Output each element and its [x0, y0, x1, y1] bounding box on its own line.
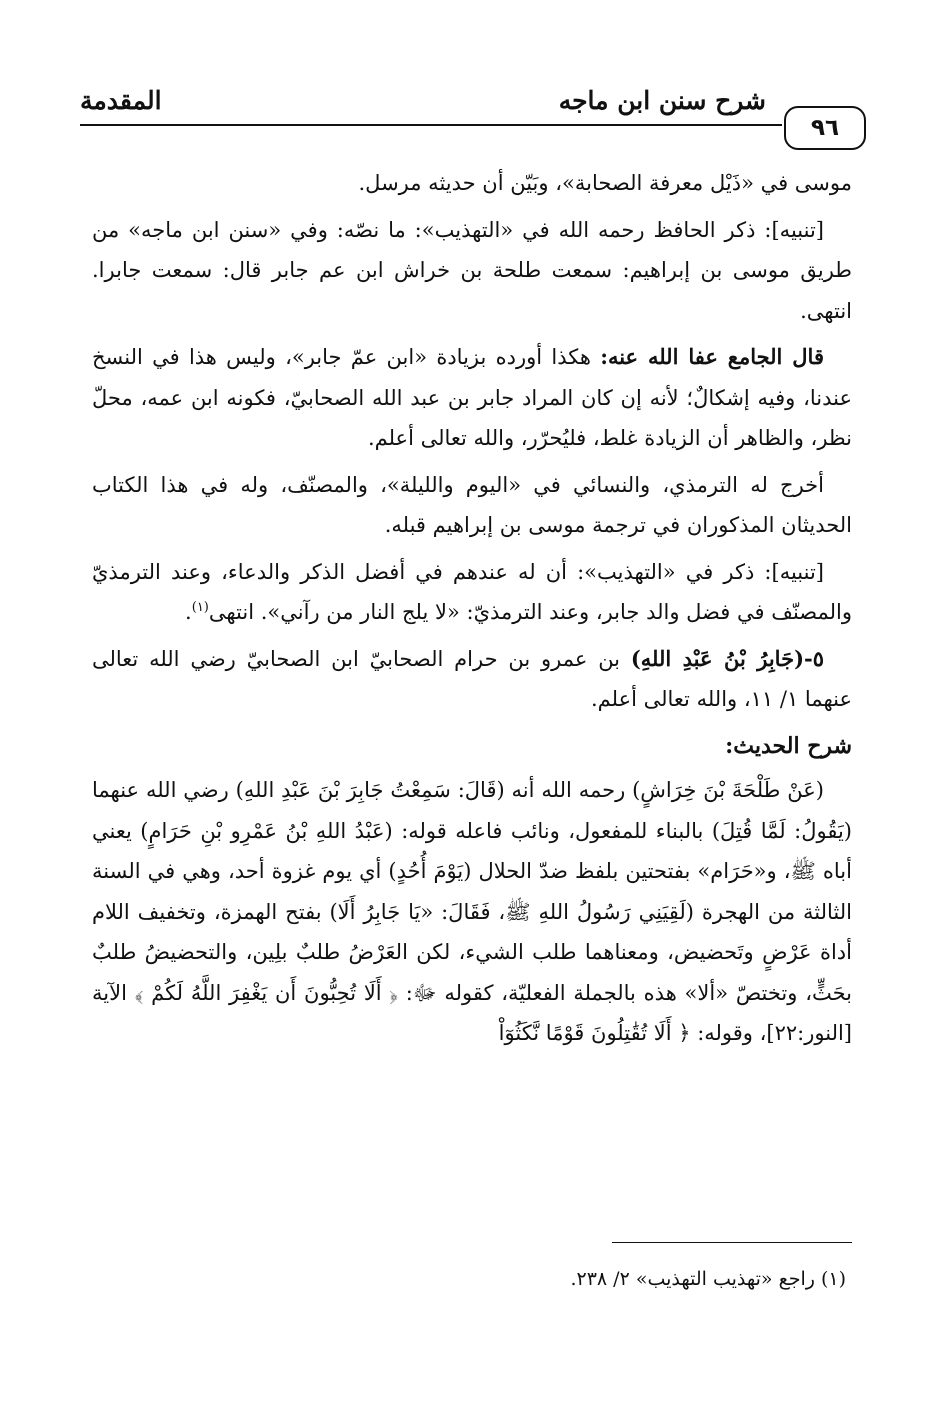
page-number: ٩٦: [784, 106, 866, 150]
footnote-ref[interactable]: (١): [191, 600, 209, 615]
footnote: (١) راجع «تهذيب التهذيب» ٢/ ٢٣٨.: [570, 1268, 846, 1290]
paragraph-jami-note: قال الجامع عفا الله عنه: هكذا أورده بزيادة «ابن عمّ جابر»، وليس هذا في النسخ عندنا، وفيه إشكالٌ؛ لأنه إن كان المراد جابر بن عبد الله الصحابيّ، فكونه ابن عمه، محلّ نظر، والظاهر أن الزيادة غلط، فليُحرّر، والله تعالى أعلم.: [92, 344, 852, 450]
paragraph: أخرج له الترمذي، والنسائي في «اليوم والليلة»، والمصنّف، وله في هذا الكتاب الحديثان المذكوران في ترجمة موسى بن إبراهيم قبله.: [92, 472, 852, 537]
sharh-heading: شرح الحديث:: [725, 732, 852, 759]
header-divider: [80, 124, 782, 126]
paragraph-sharh: (عَنْ طَلْحَةَ بْنَ خِرَاشٍ) رحمه الله أنه (قَالَ: سَمِعْتُ جَابِرَ بْنَ عَبْدِ اللهِ) رضي الله عنهما (يَقُولُ: لَمَّا قُتِلَ) بالبناء للمفعول، ونائب فاعله قوله: (عَبْدُ اللهِ بْنُ عَمْرِو بْنِ حَرَامٍ) يعني أباه ﷺ، و«حَرَام» بفتحتين بلفظ ضدّ الحلال (يَوْمَ أُحُدٍ) أي يوم غزوة أحد، وهي في السنة الثالثة من الهجرة (لَقِيَنِي رَسُولُ اللهِ ﷺ، فَقَالَ: «يَا جَابِرُ أَلَا) بفتح الهمزة، وتخفيف اللام أداة عَرْضٍ وتَحضيض، ومعناهما طلب الشيء، لكن العَرْضُ طلبٌ بلِين، والتحضيضُ طلبٌ بحَثٍّ، وتختصّ «ألا» هذه بالجملة الفعليّة، كقوله ﷻ: ﴿ أَلَا تُحِبُّونَ أَن يَغْفِرَ اللَّهُ لَكُمْ ﴾ الآية [النور:٢٢]، وقوله: ﴿ أَلَا تُقَٰتِلُونَ قَوْمًا نَّكَثُوٓاْ: [92, 778, 852, 1045]
paragraph-narrator: ٥-(جَابِرُ بْنُ عَبْدِ اللهِ) بن عمرو بن حرام الصحابيّ ابن الصحابيّ رضي الله تعالى عنهما ١/ ١١، والله تعالى أعلم.: [92, 645, 852, 711]
book-title: شرح سنن ابن ماجه: [558, 86, 766, 115]
paragraph: موسى في «ذَيْل معرفة الصحابة»، وبَيّن أن حديثه مرسل.: [358, 171, 852, 195]
footnote-divider: [612, 1242, 852, 1243]
page-header: [80, 74, 866, 154]
paragraph-lead: قال الجامع عفا الله عنه:: [600, 344, 824, 369]
main-text: [92, 163, 852, 1060]
section-title: المقدمة: [80, 86, 162, 115]
paragraph-tanbih: [تنبيه]: ذكر الحافظ رحمه الله في «التهذيب»: ما نصّه: وفي «سنن ابن ماجه» من طريق موسى بن إبراهيم: سمعت طلحة بن خراش ابن عم جابر قال: سمعت جابرا. انتهى.: [92, 217, 852, 323]
paragraph-tanbih: [تنبيه]: ذكر في «التهذيب»: أن له عندهم في أفضل الذكر والدعاء، وعند الترمذيّ والمصنّف في فضل والد جابر، وعند الترمذيّ: «لا يلج النار من رآني». انتهى$^{(١)}$.: [92, 559, 852, 624]
narrator-name: ٥-(جَابِرُ بْنُ عَبْدِ اللهِ): [630, 645, 824, 671]
